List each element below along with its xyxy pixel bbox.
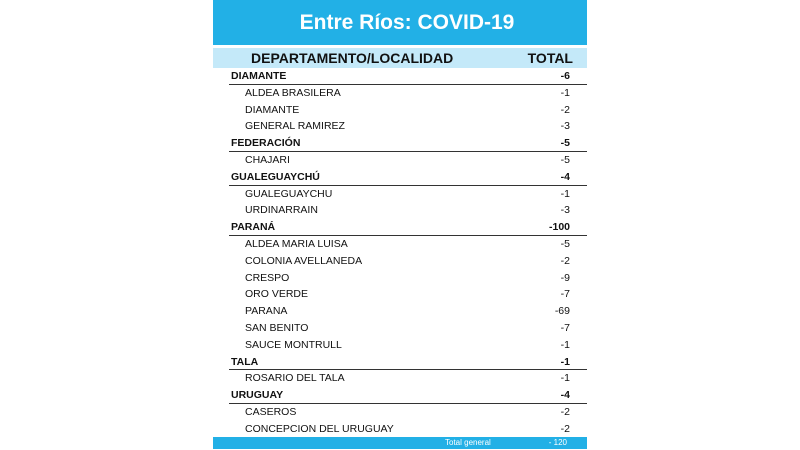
locality-name: GUALEGUAYCHU — [245, 187, 333, 200]
department-row — [213, 219, 587, 236]
locality-row — [213, 202, 587, 219]
locality-row — [213, 152, 587, 169]
page-title: Entre Ríos: COVID-19 — [213, 0, 587, 45]
locality-name: GENERAL RAMIREZ — [245, 120, 345, 133]
locality-row — [213, 186, 587, 203]
locality-name: DIAMANTE — [245, 103, 300, 116]
row-total: -1 — [560, 187, 570, 200]
total-general-label: Total general — [445, 438, 491, 447]
department-row — [213, 135, 587, 152]
department-name: DIAMANTE — [231, 70, 287, 82]
row-total: -5 — [560, 153, 570, 166]
locality-name: ROSARIO DEL TALA — [245, 372, 345, 385]
covid-table-card — [213, 0, 587, 450]
locality-name: CASEROS — [245, 405, 297, 418]
locality-name: URDINARRAIN — [245, 204, 318, 217]
row-total: -7 — [560, 321, 570, 334]
locality-row — [213, 421, 587, 438]
locality-name: CRESPO — [245, 271, 290, 284]
row-total: -6 — [560, 70, 570, 82]
locality-row — [213, 320, 587, 337]
locality-row — [213, 270, 587, 287]
row-total: -2 — [560, 405, 570, 418]
department-name: URUGUAY — [231, 389, 284, 402]
locality-row — [213, 85, 587, 102]
row-total: -2 — [560, 422, 570, 435]
locality-name: COLONIA AVELLANEDA — [245, 254, 363, 267]
row-total: -2 — [560, 103, 570, 116]
locality-name: ALDEA BRASILERA — [245, 86, 341, 99]
row-total: -1 — [560, 372, 570, 385]
row-total: -3 — [560, 120, 570, 133]
row-total: -4 — [560, 170, 570, 183]
locality-name: PARANA — [245, 305, 288, 318]
total-general-row — [213, 437, 587, 449]
table-body — [213, 68, 587, 438]
column-header-departamento: DEPARTAMENTO/LOCALIDAD — [251, 50, 454, 66]
locality-row — [213, 370, 587, 387]
row-total: -69 — [554, 305, 570, 318]
department-name: GUALEGUAYCHÚ — [231, 170, 320, 183]
locality-row — [213, 286, 587, 303]
table-header — [213, 48, 587, 68]
locality-row — [213, 303, 587, 320]
total-general-value: - 120 — [548, 438, 567, 447]
locality-name: CONCEPCION DEL URUGUAY — [245, 422, 394, 435]
row-total: -9 — [560, 271, 570, 284]
column-header-total: TOTAL — [527, 50, 573, 66]
locality-row — [213, 236, 587, 253]
department-row — [213, 387, 587, 404]
row-total: -100 — [548, 221, 570, 234]
locality-row — [213, 118, 587, 135]
locality-name: SAN BENITO — [245, 321, 309, 334]
locality-name: CHAJARI — [245, 153, 290, 166]
locality-name: SAUCE MONTRULL — [245, 338, 342, 351]
department-name: FEDERACIÓN — [231, 137, 301, 150]
row-total: -7 — [560, 288, 570, 301]
locality-row — [213, 337, 587, 354]
department-name: TALA — [231, 355, 259, 368]
department-name: PARANÁ — [231, 221, 276, 234]
locality-name: ALDEA MARIA LUISA — [245, 237, 348, 250]
row-total: -1 — [560, 338, 570, 351]
row-total: -1 — [560, 86, 570, 99]
locality-row — [213, 404, 587, 421]
locality-row — [213, 253, 587, 270]
locality-name: ORO VERDE — [245, 288, 309, 301]
row-total: -3 — [560, 204, 570, 217]
department-row — [213, 354, 587, 371]
department-row — [213, 68, 587, 85]
row-total: -5 — [560, 137, 570, 150]
row-total: -5 — [560, 237, 570, 250]
row-total: -2 — [560, 254, 570, 267]
row-total: -1 — [560, 355, 570, 368]
department-row — [213, 169, 587, 186]
row-total: -4 — [560, 389, 570, 402]
locality-row — [213, 102, 587, 119]
